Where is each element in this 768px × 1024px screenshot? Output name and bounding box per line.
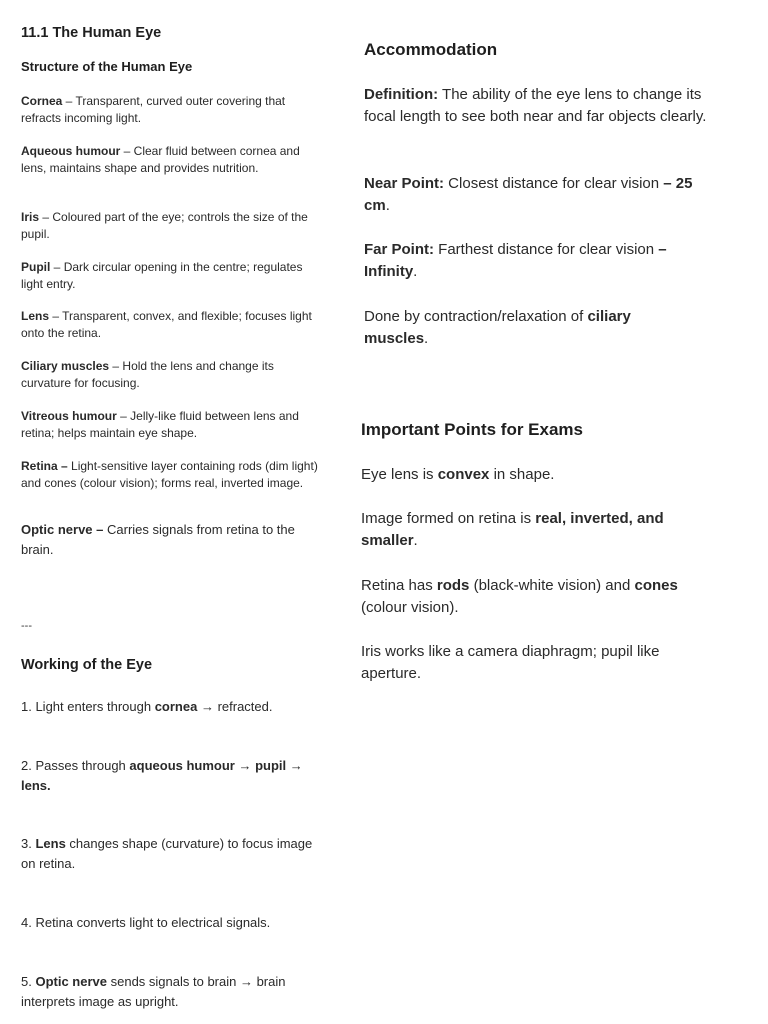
part-pupil: Pupil – Dark circular opening in the centre; regulates light entry. <box>21 260 303 291</box>
part-cornea: Cornea – Transparent, curved outer covering that refracts incoming light. <box>21 94 286 125</box>
step-5: 5. Optic nerve sends signals to brain → brain interprets image as upright. <box>21 974 286 1009</box>
step-3: 3. Lens changes shape (curvature) to focus image on retina. <box>21 836 313 871</box>
near-point: Near Point: Closest distance for clear vision – 25 cm. <box>364 175 693 214</box>
part-vitreous-humour: Vitreous humour – Jelly-like fluid between lens and retina; helps maintain eye shape. <box>21 409 299 440</box>
part-desc: Hold the lens and change its curvature for focusing. <box>21 359 274 390</box>
exam-point-3: Retina has rods (black-white vision) and cones (colour vision). <box>361 577 678 616</box>
part-term: Aqueous humour <box>21 144 121 158</box>
part-desc: Transparent, convex, and flexible; focuses light onto the retina. <box>21 309 312 340</box>
ciliary-note: Done by contraction/relaxation of ciliary muscles. <box>364 308 631 347</box>
part-aqueous-humour: Aqueous humour – Clear fluid between cornea and lens, maintains shape and provides nutrition. <box>21 144 300 175</box>
step-2: 2. Passes through aqueous humour → pupil → lens. <box>21 758 303 793</box>
part-retina <box>21 458 321 491</box>
accommodation-heading: Accommodation <box>364 40 498 59</box>
divider: --- <box>21 620 32 632</box>
step-4: 4. Retina converts light to electrical signals. <box>21 915 271 930</box>
part-term: Cornea <box>21 94 63 108</box>
part-desc: Light-sensitive layer containing rods (dim light) and cones (colour vision); forms real, inverted image. <box>21 459 318 490</box>
part-desc: Jelly-like fluid between lens and retina; helps maintain eye shape. <box>21 409 299 440</box>
part-desc: Carries signals from retina to the brain. <box>21 522 295 557</box>
part-optic-nerve <box>21 520 321 560</box>
exams-heading: Important Points for Exams <box>361 420 583 439</box>
part-term: Ciliary muscles <box>21 359 110 373</box>
part-lens: Lens – Transparent, convex, and flexible; focuses light onto the retina. <box>21 309 312 340</box>
part-term: Iris <box>21 210 40 224</box>
exam-point-1: Eye lens is convex in shape. <box>361 466 555 483</box>
part-desc: Clear fluid between cornea and lens, maintains shape and provides nutrition. <box>21 144 300 175</box>
step-1: 1. Light enters through cornea → refracted. <box>21 699 273 714</box>
part-ciliary-muscles: Ciliary muscles – Hold the lens and change its curvature for focusing. <box>21 359 274 390</box>
part-term: Pupil <box>21 260 51 274</box>
part-term: Vitreous humour <box>21 409 117 423</box>
part-desc: Coloured part of the eye; controls the size of the pupil. <box>21 210 308 241</box>
structure-subtitle: Structure of the Human Eye <box>21 59 193 74</box>
part-term: Optic nerve – <box>21 522 104 537</box>
working-heading: Working of the Eye <box>21 657 153 673</box>
far-point: Far Point: Farthest distance for clear vision – Infinity. <box>364 241 667 280</box>
exam-point-2: Image formed on retina is real, inverted, and smaller. <box>361 510 664 549</box>
part-term: Lens <box>21 309 50 323</box>
part-desc: Dark circular opening in the centre; regulates light entry. <box>21 260 303 291</box>
exam-point-4: Iris works like a camera diaphragm; pupil like aperture. <box>361 643 660 682</box>
part-desc: Transparent, curved outer covering that refracts incoming light. <box>21 94 286 125</box>
part-term: Retina – <box>21 459 68 473</box>
part-iris: Iris – Coloured part of the eye; controls the size of the pupil. <box>21 210 308 241</box>
definition: Definition: The ability of the eye lens to change its focal length to see both near and far objects clearly. <box>364 86 707 125</box>
section-title: 11.1 The Human Eye <box>21 25 162 41</box>
